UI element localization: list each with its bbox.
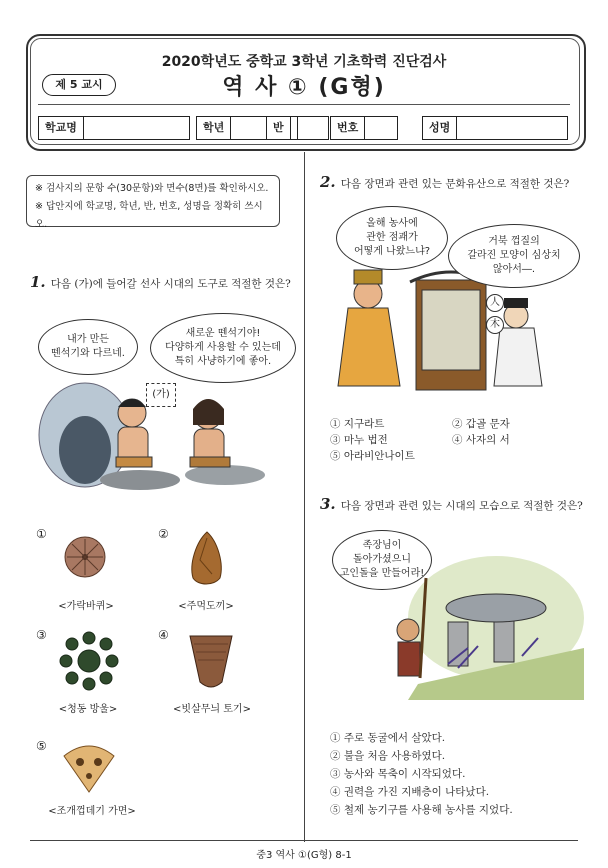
- notice-line-2: ※ 답안지에 학교명, 학년, 반, 번호, 성명을 정확히 쓰시오.: [35, 201, 263, 230]
- q2-option-5[interactable]: ⑤ 아라비안나이트: [330, 450, 415, 462]
- q1-bubble-right: [150, 313, 296, 383]
- q1-bubble-right-line: 다양하게 사용할 수 있는데: [165, 342, 281, 353]
- spindle-whorl-icon: [64, 536, 106, 578]
- q3-option-1[interactable]: ① 주로 동굴에서 살았다.: [330, 732, 446, 744]
- q1-scene: [30, 305, 298, 500]
- q2-glyph-1: 人: [486, 294, 504, 312]
- q1-option-4-caption: <빗살무늬 토기>: [173, 704, 251, 715]
- q2-glyph-2: 木: [486, 316, 504, 334]
- q2-bubble-left-line: 올해 농사에: [366, 218, 418, 229]
- school-label: 학교명: [39, 117, 84, 139]
- q3-bubble: [332, 530, 432, 590]
- name-field[interactable]: [422, 116, 568, 140]
- school-field[interactable]: [38, 116, 190, 140]
- q1-option-3-number[interactable]: ③: [36, 628, 47, 642]
- column-divider: [304, 152, 305, 842]
- q1-text: 다음 (가)에 들어갈 선사 시대의 도구로 적절한 것은?: [50, 278, 291, 290]
- shell-mask-icon: [60, 738, 118, 794]
- q1-bubble-left: [38, 319, 138, 375]
- q1-option-1-number[interactable]: ①: [36, 527, 47, 541]
- period-badge: 제 5 교시: [42, 74, 116, 96]
- q1-option-3-caption: <청동 방울>: [58, 704, 118, 715]
- q2-option-4[interactable]: ④ 사자의 서: [452, 434, 510, 446]
- q2-stem: [320, 172, 590, 191]
- q3-option-2[interactable]: ② 불을 처음 사용하였다.: [330, 750, 446, 762]
- q1-option-1-caption: <가락바퀴>: [58, 601, 114, 612]
- q2-option-1[interactable]: ① 지구라트: [330, 418, 385, 430]
- number-field[interactable]: [330, 116, 398, 140]
- q2-bubble-left: [336, 206, 448, 270]
- q3-bubble-line: 고인돌을 만들어라!: [339, 568, 425, 579]
- q2-bubble-right-line: 갈라진 모양이 심상치: [467, 250, 561, 261]
- hand-axe-icon: [188, 530, 226, 586]
- q3-scene: [328, 528, 584, 700]
- q2-text: 다음 장면과 관련 있는 문화유산으로 적절한 것은?: [340, 178, 570, 190]
- q2-option-2[interactable]: ② 갑골 문자: [452, 418, 510, 430]
- q3-bubble-line: 돌아가셨으니: [353, 554, 411, 565]
- q3-option-3[interactable]: ③ 농사와 목축이 시작되었다.: [330, 768, 466, 780]
- q1-bubble-right-line: 특히 사냥하기에 좋아.: [174, 356, 272, 367]
- q2-scene: [328, 200, 584, 392]
- name-label: 성명: [423, 117, 457, 139]
- q3-option-4[interactable]: ④ 권력을 가진 지배층이 나타났다.: [330, 786, 490, 798]
- exam-title: 2020학년도 중학교 3학년 기초학력 진단검사: [161, 54, 447, 70]
- grade-label: 학년: [197, 117, 231, 139]
- header-divider: [38, 104, 570, 105]
- q3-bubble-line: 족장님이: [362, 540, 402, 551]
- q2-bubble-right: [448, 224, 580, 288]
- student-info-row: [38, 116, 570, 140]
- q3-stem: [320, 494, 590, 513]
- q2-option-3[interactable]: ③ 마누 법전: [330, 434, 388, 446]
- bronze-bell-icon: [58, 630, 120, 692]
- class-field[interactable]: [266, 116, 329, 140]
- q1-option-5-number[interactable]: ⑤: [36, 739, 47, 753]
- q2-bubble-right-line: 않아서―.: [492, 264, 536, 275]
- comb-pattern-pottery-icon: [188, 632, 234, 692]
- subject-title: 역 사 ① (G형): [222, 75, 386, 100]
- q2-bubble-right-line: 거북 껍질의: [488, 236, 540, 247]
- q1-stem: [30, 272, 300, 291]
- q1-number: 1.: [30, 273, 46, 291]
- q1-option-4-number[interactable]: ④: [158, 628, 169, 642]
- q1-bubble-left-line: 뗀석기와 다르네.: [51, 348, 125, 359]
- q2-number: 2.: [320, 173, 336, 191]
- q1-option-2-number[interactable]: ②: [158, 527, 169, 541]
- q1-bubble-left-line: 내가 만든: [67, 334, 109, 345]
- q3-option-5[interactable]: ⑤ 철제 농기구를 사용해 농사를 지었다.: [330, 804, 513, 816]
- q2-bubble-left-line: 어떻게 나왔느냐?: [353, 246, 431, 257]
- notice-box: [26, 175, 280, 230]
- page-footer: 중3 역사 ①(G형) 8-1: [256, 850, 352, 861]
- q1-option-5-caption: <조개껍데기 가면>: [48, 806, 136, 817]
- q3-text: 다음 장면과 관련 있는 시대의 모습으로 적절한 것은?: [340, 500, 583, 512]
- q1-bubble-right-line: 새로운 뗀석기야!: [185, 328, 261, 339]
- q2-bubble-left-line: 관한 점괘가: [366, 232, 418, 243]
- q1-placeholder-box: (가): [146, 383, 176, 407]
- class-label: 반: [266, 117, 291, 139]
- number-label: 번호: [331, 117, 365, 139]
- q1-option-2-caption: <주먹도끼>: [178, 601, 234, 612]
- footer-divider: [30, 840, 578, 841]
- notice-line-1: ※ 검사지의 문항 수(30문항)와 면수(8면)를 확인하시오.: [35, 183, 269, 194]
- q3-number: 3.: [320, 495, 336, 513]
